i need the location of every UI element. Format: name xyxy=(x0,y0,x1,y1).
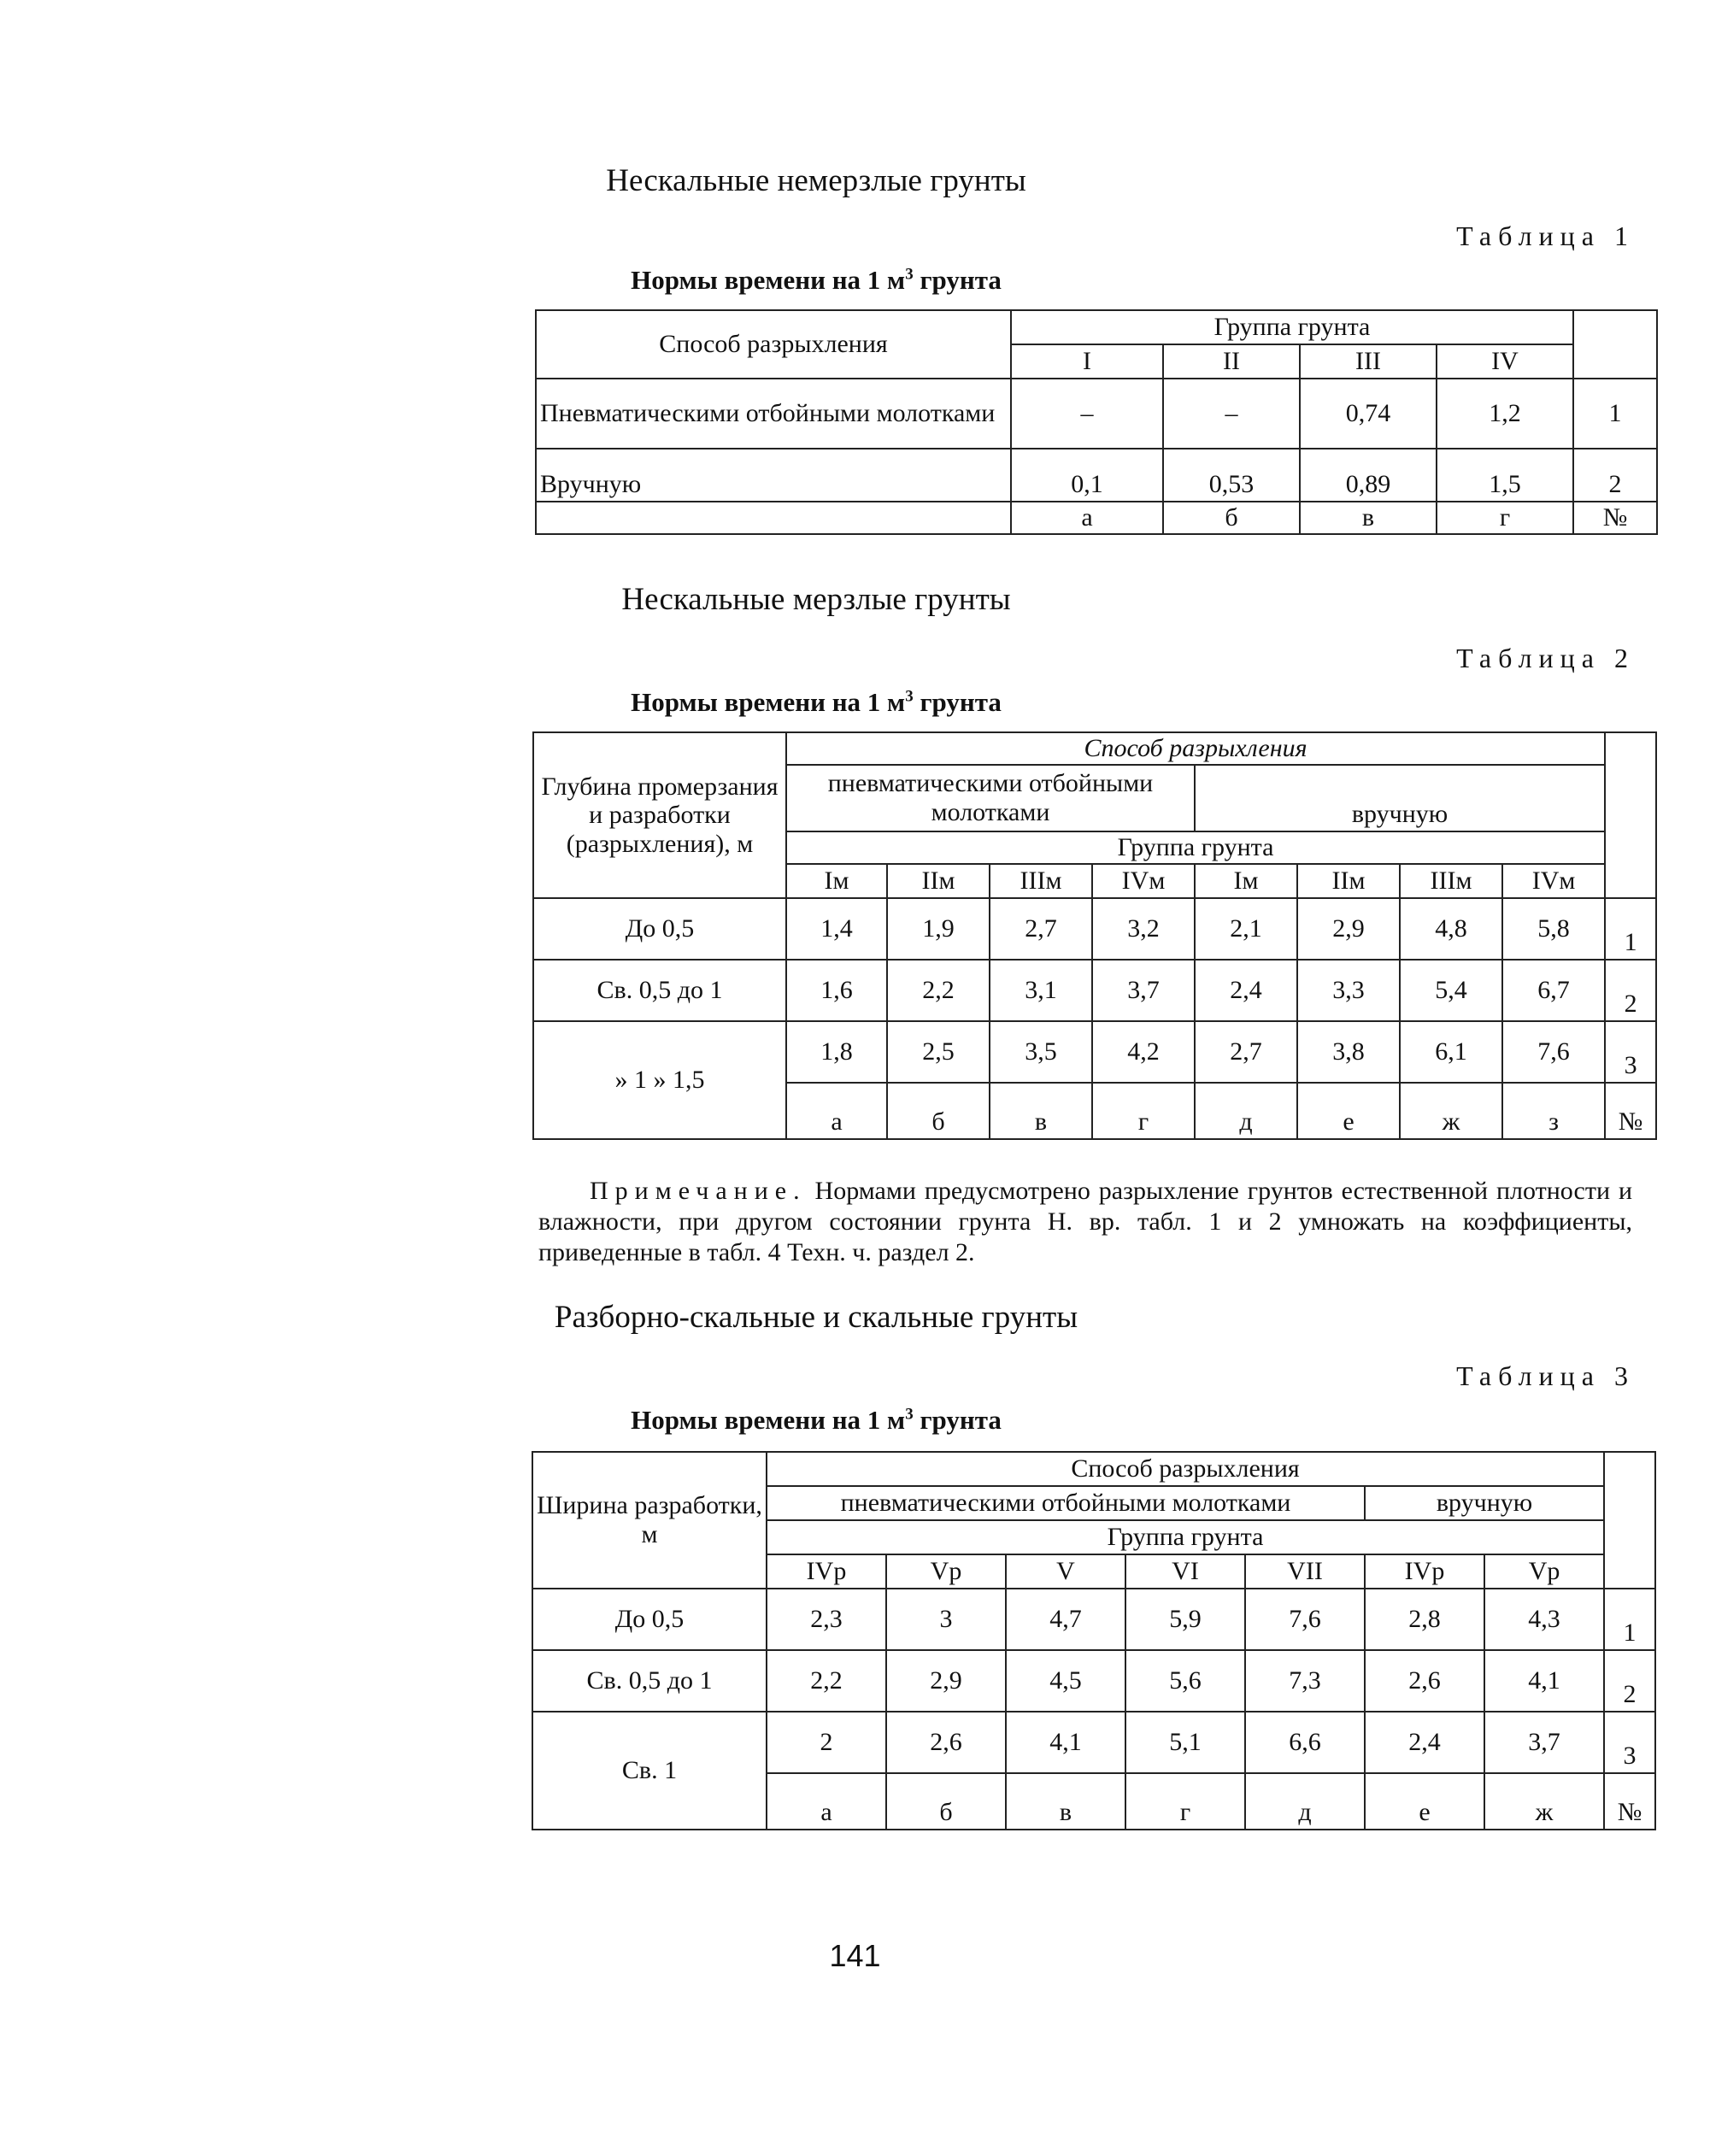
table-row xyxy=(533,898,1656,960)
table3-header-width: Ширина разработки, м xyxy=(532,1452,767,1589)
table2-header-num-blank xyxy=(1605,732,1656,898)
table1-letter-d: г xyxy=(1437,502,1573,534)
table2-group-1: Iм xyxy=(786,864,887,898)
table1-group-2: II xyxy=(1163,344,1300,379)
table3-num-label: № xyxy=(1604,1773,1655,1830)
table2-row3-label: » 1 » 1,5 xyxy=(533,1021,786,1139)
table1-row2-num: 2 xyxy=(1573,449,1657,502)
table2-num-label: № xyxy=(1605,1083,1656,1139)
table3-row3-f: 2,4 xyxy=(1365,1712,1484,1773)
table1-num-label: № xyxy=(1573,502,1657,534)
table2-row1-e: 2,1 xyxy=(1195,898,1297,960)
table1-group-3: III xyxy=(1300,344,1437,379)
table2-row1-a: 1,4 xyxy=(786,898,887,960)
table2-row2-label: Св. 0,5 до 1 xyxy=(533,960,786,1021)
table1-caption-suffix: грунта xyxy=(913,265,1002,295)
table-row xyxy=(536,449,1657,502)
table1-group-1: I xyxy=(1011,344,1163,379)
table3-row1-label: До 0,5 xyxy=(532,1589,767,1650)
table2-number: Таблица 2 xyxy=(1456,643,1635,673)
table1-letter-b: б xyxy=(1163,502,1300,534)
table2-header-group: Группа грунта xyxy=(786,831,1605,864)
table2-row1-num: 1 xyxy=(1605,898,1656,960)
table1-row2-c: 0,89 xyxy=(1300,449,1437,502)
table3-caption-sup: 3 xyxy=(905,1405,914,1424)
table3-row3-num: 3 xyxy=(1604,1712,1655,1773)
table2-row3-e: 2,7 xyxy=(1195,1021,1297,1083)
table3-letter-f: е xyxy=(1365,1773,1484,1830)
table1 xyxy=(535,309,1658,535)
table3-header-method: Способ разрыхления xyxy=(767,1452,1604,1486)
table1-row2-d: 1,5 xyxy=(1437,449,1573,502)
table3-group-2: Vр xyxy=(886,1554,1006,1589)
table-row xyxy=(532,1712,1655,1773)
table3-group-1: IVр xyxy=(767,1554,886,1589)
table3-method-manual: вручную xyxy=(1365,1486,1604,1520)
table2-caption-text: Нормы времени на 1 м xyxy=(631,687,906,717)
table3-caption-text: Нормы времени на 1 м xyxy=(631,1405,906,1435)
table3-letter-c: в xyxy=(1006,1773,1125,1830)
table3-number: Таблица 3 xyxy=(1456,1360,1635,1391)
table3-row2-a: 2,2 xyxy=(767,1650,886,1712)
table2-letter-g: ж xyxy=(1400,1083,1502,1139)
table3-letter-b: б xyxy=(886,1773,1006,1830)
table2-group-4: IVм xyxy=(1092,864,1195,898)
table2-row2-a: 1,6 xyxy=(786,960,887,1021)
table3-group-5: VII xyxy=(1245,1554,1365,1589)
table2-group-3: IIIм xyxy=(990,864,1092,898)
table2-row1-f: 2,9 xyxy=(1297,898,1400,960)
table2-letter-e: д xyxy=(1195,1083,1297,1139)
table3-row2-b: 2,9 xyxy=(886,1650,1006,1712)
table1-letter-a: а xyxy=(1011,502,1163,534)
table-row xyxy=(532,1650,1655,1712)
table2-caption-sup: 3 xyxy=(905,687,914,706)
table2-header-method: Способ разрыхления xyxy=(786,732,1605,765)
table3-row2-num: 2 xyxy=(1604,1650,1655,1712)
page-number: 141 xyxy=(829,1938,881,1973)
table3-header-group: Группа грунта xyxy=(767,1520,1604,1554)
table1-header-method: Способ разрыхления xyxy=(536,310,1011,379)
table-row xyxy=(536,379,1657,449)
table2-group-6: IIм xyxy=(1297,864,1400,898)
table2-caption xyxy=(0,687,1632,718)
table3-row3-a: 2 xyxy=(767,1712,886,1773)
table3-row2-d: 5,6 xyxy=(1125,1650,1245,1712)
table2-row1-b: 1,9 xyxy=(887,898,990,960)
table2-row3-b: 2,5 xyxy=(887,1021,990,1083)
table3-group-4: VI xyxy=(1125,1554,1245,1589)
table2-row3-g: 6,1 xyxy=(1400,1021,1502,1083)
table1-group-4: IV xyxy=(1437,344,1573,379)
table3-group-3: V xyxy=(1006,1554,1125,1589)
table-row xyxy=(533,1021,1656,1083)
table1-caption-text: Нормы времени на 1 м xyxy=(631,265,906,295)
table3-row3-label: Св. 1 xyxy=(532,1712,767,1830)
table2-group-5: Iм xyxy=(1195,864,1297,898)
table3-row3-c: 4,1 xyxy=(1006,1712,1125,1773)
table2-row3-c: 3,5 xyxy=(990,1021,1092,1083)
table3-row1-e: 7,6 xyxy=(1245,1589,1365,1650)
section1-title: Нескальные немерзлые грунты xyxy=(606,163,1026,198)
table1-row2-b: 0,53 xyxy=(1163,449,1300,502)
table2-letter-c: в xyxy=(990,1083,1092,1139)
table3-letter-d: г xyxy=(1125,1773,1245,1830)
table2-row2-h: 6,7 xyxy=(1502,960,1605,1021)
section2-title: Нескальные мерзлые грунты xyxy=(621,582,1011,617)
table3-row3-e: 6,6 xyxy=(1245,1712,1365,1773)
table1-row1-label: Пневматическими отбойными молотками xyxy=(536,379,1011,449)
table3-row1-num: 1 xyxy=(1604,1589,1655,1650)
table2-row1-d: 3,2 xyxy=(1092,898,1195,960)
table3-row2-e: 7,3 xyxy=(1245,1650,1365,1712)
table2-row3-a: 1,8 xyxy=(786,1021,887,1083)
table2-group-8: IVм xyxy=(1502,864,1605,898)
table-row xyxy=(533,960,1656,1021)
table-row xyxy=(532,1589,1655,1650)
table2-letter-d: г xyxy=(1092,1083,1195,1139)
table3-row2-g: 4,1 xyxy=(1484,1650,1604,1712)
table2-method-manual: вручную xyxy=(1195,765,1605,831)
table1-row1-num: 1 xyxy=(1573,379,1657,449)
table2-letter-a: а xyxy=(786,1083,887,1139)
table1-row1-a: – xyxy=(1011,379,1163,449)
table2 xyxy=(532,731,1657,1140)
table3-row1-d: 5,9 xyxy=(1125,1589,1245,1650)
table3-method-pneumatic: пневматическими отбойными молотками xyxy=(767,1486,1365,1520)
table3-header-num-blank xyxy=(1604,1452,1655,1589)
table1-letters-blank xyxy=(536,502,1011,534)
table1-letter-c: в xyxy=(1300,502,1437,534)
table1-caption-sup: 3 xyxy=(905,265,914,284)
table3-row2-label: Св. 0,5 до 1 xyxy=(532,1650,767,1712)
table3 xyxy=(532,1451,1656,1830)
table3-row1-f: 2,8 xyxy=(1365,1589,1484,1650)
table-note xyxy=(538,1176,1632,1268)
table3-row2-c: 4,5 xyxy=(1006,1650,1125,1712)
table2-row2-e: 2,4 xyxy=(1195,960,1297,1021)
table1-header-num-blank xyxy=(1573,310,1657,379)
table3-row2-f: 2,6 xyxy=(1365,1650,1484,1712)
table1-number: Таблица 1 xyxy=(1456,220,1635,251)
table2-letter-f: е xyxy=(1297,1083,1400,1139)
table1-row1-d: 1,2 xyxy=(1437,379,1573,449)
table2-group-2: IIм xyxy=(887,864,990,898)
table3-group-7: Vр xyxy=(1484,1554,1604,1589)
table2-row1-c: 2,7 xyxy=(990,898,1092,960)
section3-title: Разборно-скальные и скальные грунты xyxy=(554,1300,1078,1335)
table2-letter-b: б xyxy=(887,1083,990,1139)
table3-row1-a: 2,3 xyxy=(767,1589,886,1650)
table3-row1-b: 3 xyxy=(886,1589,1006,1650)
table1-row1-b: – xyxy=(1163,379,1300,449)
table1-header-group: Группа грунта xyxy=(1011,310,1573,344)
table3-caption xyxy=(0,1405,1632,1436)
table2-row2-b: 2,2 xyxy=(887,960,990,1021)
table3-letter-a: а xyxy=(767,1773,886,1830)
table2-header-depth: Глубина промерзания и разработки (разрыхления), м xyxy=(533,732,786,898)
table1-row1-c: 0,74 xyxy=(1300,379,1437,449)
table3-letter-g: ж xyxy=(1484,1773,1604,1830)
table2-row3-num: 3 xyxy=(1605,1021,1656,1083)
table2-row1-h: 5,8 xyxy=(1502,898,1605,960)
table2-row3-d: 4,2 xyxy=(1092,1021,1195,1083)
table3-row3-g: 3,7 xyxy=(1484,1712,1604,1773)
table2-row3-f: 3,8 xyxy=(1297,1021,1400,1083)
note-label: Примечание. xyxy=(590,1177,807,1205)
table2-row2-g: 5,4 xyxy=(1400,960,1502,1021)
table2-letter-h: з xyxy=(1502,1083,1605,1139)
table3-row1-c: 4,7 xyxy=(1006,1589,1125,1650)
table3-letter-e: д xyxy=(1245,1773,1365,1830)
table2-method-pneumatic: пневматическими отбойными молотками xyxy=(786,765,1195,831)
table2-group-7: IIIм xyxy=(1400,864,1502,898)
table2-row3-h: 7,6 xyxy=(1502,1021,1605,1083)
table2-row2-d: 3,7 xyxy=(1092,960,1195,1021)
table1-row2-a: 0,1 xyxy=(1011,449,1163,502)
table2-row1-g: 4,8 xyxy=(1400,898,1502,960)
table1-row2-label: Вручную xyxy=(536,449,1011,502)
table3-row3-d: 5,1 xyxy=(1125,1712,1245,1773)
table2-row2-c: 3,1 xyxy=(990,960,1092,1021)
table2-row2-f: 3,3 xyxy=(1297,960,1400,1021)
table2-caption-suffix: грунта xyxy=(913,687,1002,717)
table3-row3-b: 2,6 xyxy=(886,1712,1006,1773)
table3-row1-g: 4,3 xyxy=(1484,1589,1604,1650)
table2-row1-label: До 0,5 xyxy=(533,898,786,960)
table3-caption-suffix: грунта xyxy=(913,1405,1002,1435)
table3-group-6: IVр xyxy=(1365,1554,1484,1589)
table2-row2-num: 2 xyxy=(1605,960,1656,1021)
table1-caption xyxy=(0,265,1632,296)
note-text: Нормами предусмотрено разрыхление грунтов естественной плотности и влажности, при другом состоянии грунта Н. вр. табл. 1 и 2 умножать на коэффициенты, приведенные в табл. 4 Техн. ч. раздел 2. xyxy=(538,1177,1632,1266)
